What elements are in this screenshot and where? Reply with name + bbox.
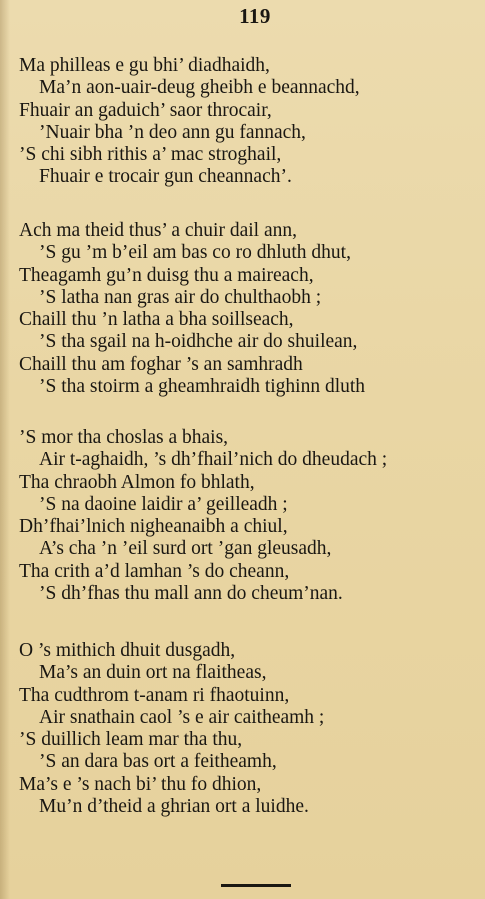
verse-line: Fhuair e trocair gun cheannach’.: [39, 166, 292, 188]
verse-line: ’S an dara bas ort a feitheamh,: [39, 751, 277, 773]
verse-line: Tha crith a’d lamhan ’s do cheann,: [19, 560, 290, 582]
verse-line: ’S latha nan gras air do chulthaobh ;: [39, 286, 322, 308]
verse-line: O ’s mithich dhuit dusgadh,: [19, 640, 236, 661]
stanza-4: [19, 640, 479, 818]
verse-line: ’S gu ’m b’eil am bas co ro dhluth dhut,: [39, 242, 351, 264]
verse-line: Ma philleas e gu bhi’ diadhaidh,: [19, 55, 270, 76]
verse-line: Ma’n aon-uair-deug gheibh e beannachd,: [39, 77, 360, 99]
verse-line: Chaill thu am foghar ’s an samhradh: [19, 353, 303, 375]
verse-line: Dh’fhai’lnich nigheanaibh a chiul,: [19, 516, 288, 538]
verse-line: ’S tha sgail na h-oidhche air do shuilean,: [39, 331, 358, 353]
verse-line: A’s cha ’n ’eil surd ort ’gan gleusadh,: [39, 538, 332, 560]
verse-line: Tha chraobh Almon fo bhlath,: [19, 471, 255, 493]
verse-line: ’Nuair bha ’n deo ann gu fannach,: [39, 121, 306, 143]
page-number: 119: [239, 4, 271, 28]
verse-line: Chaill thu ’n latha a bha soillseach,: [19, 309, 294, 331]
verse-line: Air snathain caol ’s e air caitheamh ;: [39, 706, 325, 728]
stanza-1: [19, 55, 479, 189]
verse-line: ’S tha stoirm a gheamhraidh tighinn dluth: [39, 376, 366, 398]
verse-line: Fhuair an gaduich’ saor throcair,: [19, 99, 272, 121]
verse-line: Tha cudthrom t-anam ri fhaotuinn,: [19, 684, 290, 706]
verse-line: Ma’s an duin ort na flaitheas,: [39, 662, 267, 684]
verse-line: Ach ma theid thus’ a chuir dail ann,: [19, 220, 297, 241]
stanza-3: [19, 427, 479, 605]
verse-line: ’S mor tha choslas a bhais,: [19, 427, 229, 448]
verse-line: Ma’s e ’s nach bi’ thu fo dhion,: [19, 773, 262, 795]
stanza-2: [19, 220, 479, 398]
verse-line: ’S na daoine laidir a’ geilleadh ;: [39, 493, 288, 515]
verse-line: ’S dh’fhas thu mall ann do cheum’nan.: [39, 583, 343, 605]
verse-line: Theagamh gu’n duisg thu a maireach,: [19, 264, 314, 286]
verse-line: ’S chi sibh rithis a’ mac stroghail,: [19, 144, 282, 166]
page-edge-shadow: [0, 0, 10, 899]
verse-line: ’S duillich leam mar tha thu,: [19, 729, 243, 751]
closing-rule: [221, 884, 291, 887]
verse-line: Mu’n d’theid a ghrian ort a luidhe.: [39, 796, 309, 818]
verse-line: Air t-aghaidh, ’s dh’fhail’nich do dheudach ;: [39, 449, 388, 471]
